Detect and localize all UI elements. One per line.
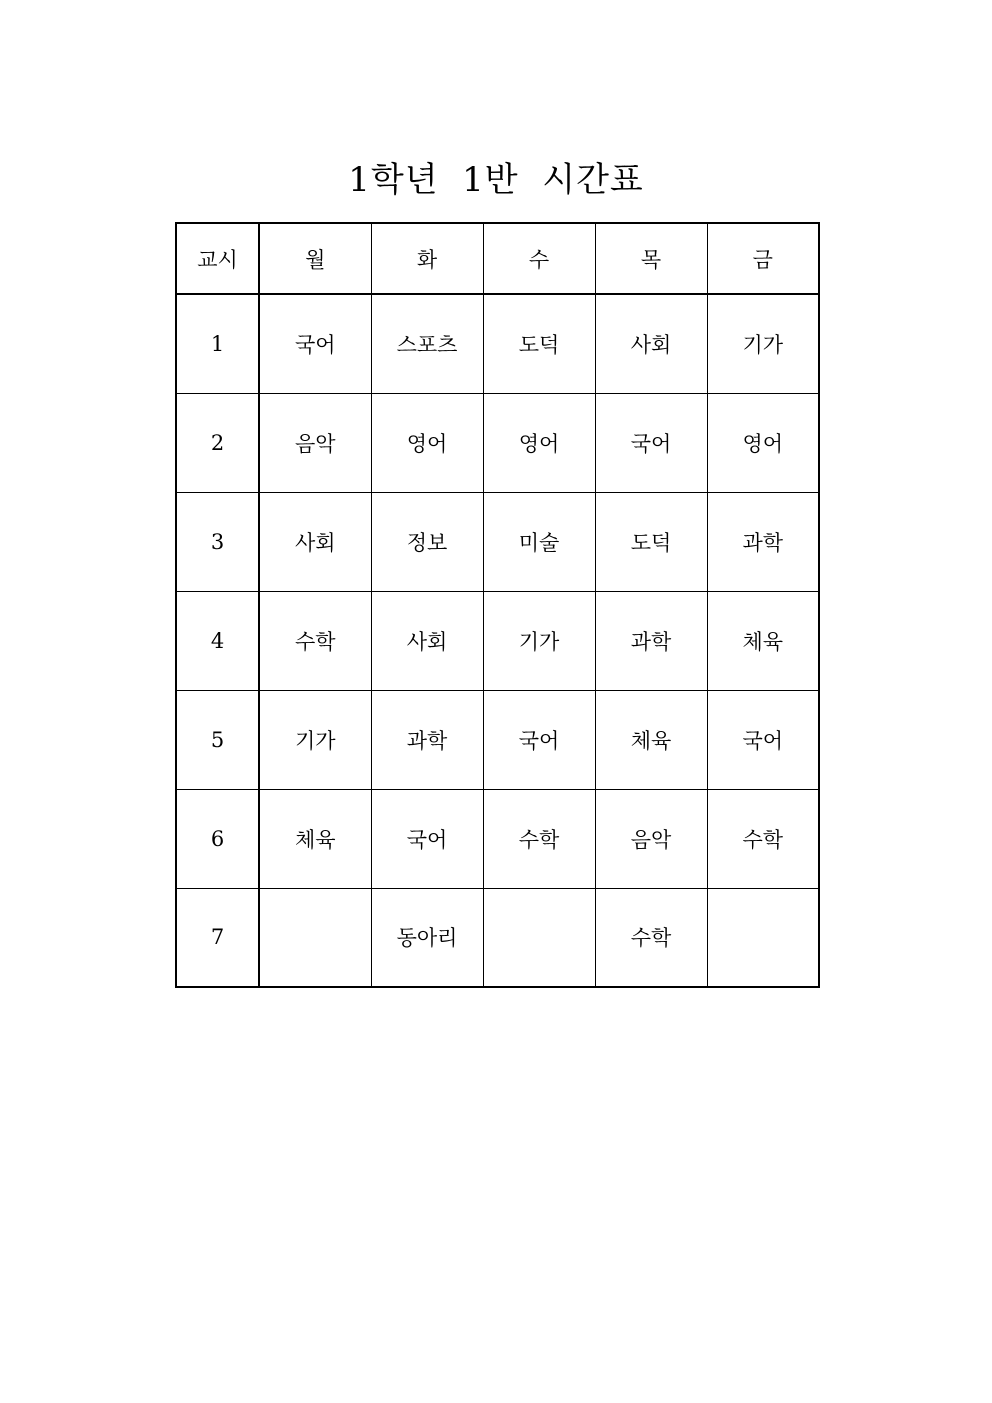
table-row <box>176 492 819 591</box>
subject-cell: 스포츠 <box>371 294 483 393</box>
subject-cell: 음악 <box>259 393 371 492</box>
subject-cell: 국어 <box>483 690 595 789</box>
subject-cell: 국어 <box>707 690 819 789</box>
page-title: 1학년 1반 시간표 <box>348 160 644 200</box>
header-day-thu: 목 <box>595 223 707 294</box>
table-row <box>176 393 819 492</box>
period-cell: 5 <box>176 690 259 789</box>
header-day-mon: 월 <box>259 223 371 294</box>
subject-cell: 영어 <box>707 393 819 492</box>
subject-cell: 기가 <box>707 294 819 393</box>
table-row <box>176 789 819 888</box>
header-row <box>176 223 819 294</box>
subject-cell <box>483 888 595 987</box>
period-cell: 3 <box>176 492 259 591</box>
table-row <box>176 591 819 690</box>
subject-cell: 동아리 <box>371 888 483 987</box>
subject-cell: 도덕 <box>595 492 707 591</box>
table-row <box>176 690 819 789</box>
subject-cell: 수학 <box>595 888 707 987</box>
subject-cell: 체육 <box>707 591 819 690</box>
subject-cell: 사회 <box>259 492 371 591</box>
period-cell: 6 <box>176 789 259 888</box>
period-cell: 2 <box>176 393 259 492</box>
subject-cell: 음악 <box>595 789 707 888</box>
subject-cell: 수학 <box>707 789 819 888</box>
subject-cell: 도덕 <box>483 294 595 393</box>
table-row <box>176 294 819 393</box>
subject-cell: 과학 <box>371 690 483 789</box>
period-cell: 7 <box>176 888 259 987</box>
subject-cell: 국어 <box>259 294 371 393</box>
subject-cell: 수학 <box>483 789 595 888</box>
subject-cell: 기가 <box>259 690 371 789</box>
subject-cell: 과학 <box>707 492 819 591</box>
subject-cell <box>707 888 819 987</box>
subject-cell: 사회 <box>595 294 707 393</box>
subject-cell: 영어 <box>371 393 483 492</box>
subject-cell: 정보 <box>371 492 483 591</box>
subject-cell: 국어 <box>595 393 707 492</box>
header-period: 교시 <box>176 223 259 294</box>
subject-cell: 영어 <box>483 393 595 492</box>
header-day-fri: 금 <box>707 223 819 294</box>
timetable <box>175 222 820 988</box>
table-row <box>176 888 819 987</box>
subject-cell: 과학 <box>595 591 707 690</box>
subject-cell: 미술 <box>483 492 595 591</box>
subject-cell: 체육 <box>595 690 707 789</box>
header-day-tue: 화 <box>371 223 483 294</box>
subject-cell: 국어 <box>371 789 483 888</box>
subject-cell: 기가 <box>483 591 595 690</box>
subject-cell: 사회 <box>371 591 483 690</box>
period-cell: 1 <box>176 294 259 393</box>
subject-cell: 체육 <box>259 789 371 888</box>
subject-cell: 수학 <box>259 591 371 690</box>
period-cell: 4 <box>176 591 259 690</box>
subject-cell <box>259 888 371 987</box>
header-day-wed: 수 <box>483 223 595 294</box>
